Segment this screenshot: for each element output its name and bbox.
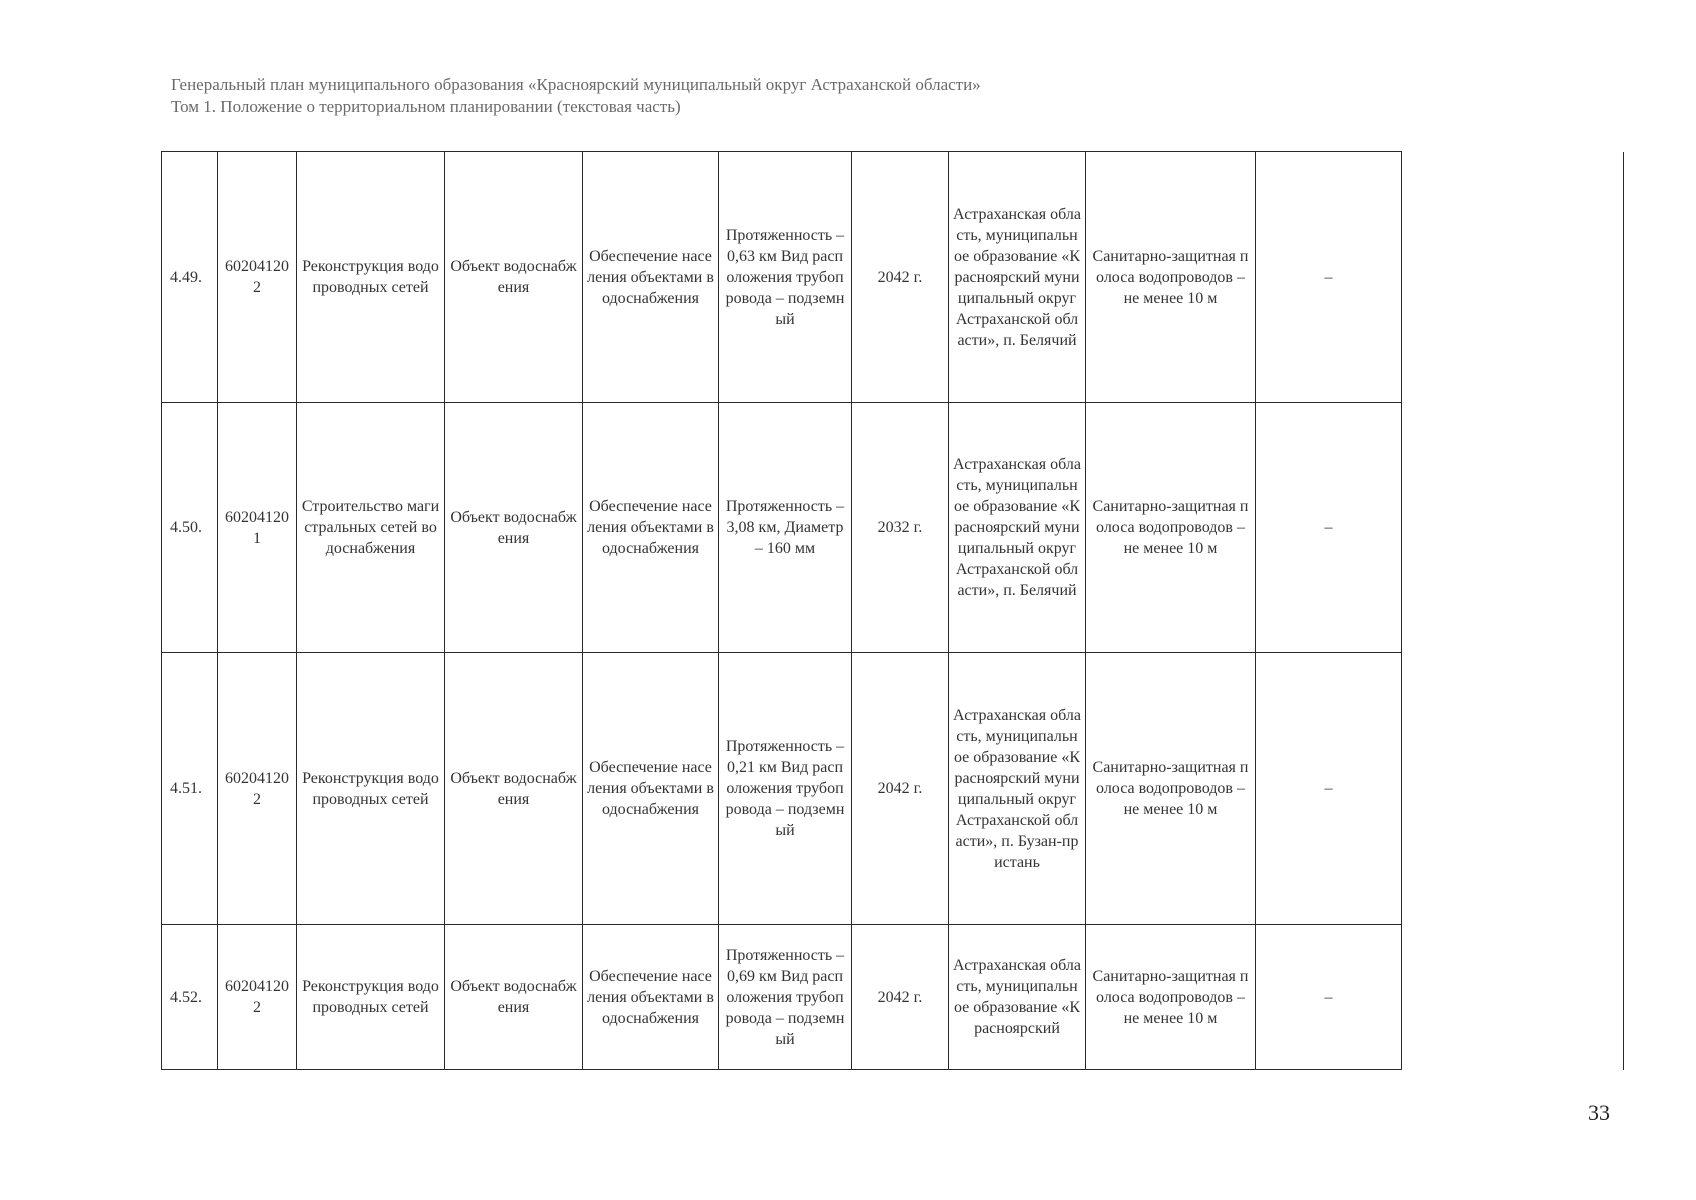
row-number: 4.51.: [162, 653, 218, 925]
object-location: Астраханская область, муниципальное образование «Красноярский муниципальный округ Астраханской области», п. Белячий: [949, 152, 1086, 403]
object-type: Объект водоснабжения: [445, 925, 583, 1070]
extra-info: –: [1256, 403, 1402, 653]
extra-info: –: [1256, 152, 1402, 403]
page-number: 33: [1588, 1100, 1610, 1125]
blank-margin-cell: [1402, 152, 1624, 1070]
table-row: [162, 152, 1624, 403]
row-number: 4.50.: [162, 403, 218, 653]
protection-zone: Санитарно-защитная полоса водопроводов – не менее 10 м: [1086, 653, 1256, 925]
object-location: Астраханская область, муниципальное образование «Красноярский муниципальный округ Астраханской области», п. Белячий: [949, 403, 1086, 653]
object-deadline: 2032 г.: [852, 403, 949, 653]
object-characteristics: Протяженность – 0,63 км Вид расположения трубопровода – подземный: [719, 152, 852, 403]
object-name: Реконструкция водопроводных сетей: [297, 653, 445, 925]
object-name: Реконструкция водопроводных сетей: [297, 925, 445, 1070]
object-purpose: Обеспечение населения объектами водоснабжения: [583, 152, 719, 403]
extra-info: –: [1256, 653, 1402, 925]
object-deadline: 2042 г.: [852, 152, 949, 403]
object-location: Астраханская область, муниципальное образование «Красноярский муниципальный округ Астраханской области», п. Бузан-пристань: [949, 653, 1086, 925]
object-characteristics: Протяженность – 0,69 км Вид расположения трубопровода – подземный: [719, 925, 852, 1070]
object-location: Астраханская область, муниципальное образование «Красноярский: [949, 925, 1086, 1070]
object-name: Реконструкция водопроводных сетей: [297, 152, 445, 403]
protection-zone: Санитарно-защитная полоса водопроводов – не менее 10 м: [1086, 152, 1256, 403]
running-header: [171, 74, 981, 118]
header-volume: Том 1. Положение о территориальном планировании (текстовая часть): [171, 97, 681, 116]
object-purpose: Обеспечение населения объектами водоснабжения: [583, 653, 719, 925]
planning-objects-table: [161, 151, 1624, 1070]
object-name: Строительство магистральных сетей водоснабжения: [297, 403, 445, 653]
object-deadline: 2042 г.: [852, 653, 949, 925]
protection-zone: Санитарно-защитная полоса водопроводов – не менее 10 м: [1086, 925, 1256, 1070]
protection-zone: Санитарно-защитная полоса водопроводов – не менее 10 м: [1086, 403, 1256, 653]
row-number: 4.52.: [162, 925, 218, 1070]
object-type: Объект водоснабжения: [445, 152, 583, 403]
header-title: Генеральный план муниципального образования «Красноярский муниципальный округ Астраханской области»: [171, 75, 981, 94]
object-characteristics: Протяженность – 3,08 км, Диаметр – 160 мм: [719, 403, 852, 653]
object-characteristics: Протяженность – 0,21 км Вид расположения трубопровода – подземный: [719, 653, 852, 925]
object-deadline: 2042 г.: [852, 925, 949, 1070]
object-purpose: Обеспечение населения объектами водоснабжения: [583, 403, 719, 653]
object-code: 602041202: [218, 925, 297, 1070]
object-type: Объект водоснабжения: [445, 653, 583, 925]
object-code: 602041202: [218, 152, 297, 403]
object-code: 602041201: [218, 403, 297, 653]
object-type: Объект водоснабжения: [445, 403, 583, 653]
row-number: 4.49.: [162, 152, 218, 403]
object-purpose: Обеспечение населения объектами водоснабжения: [583, 925, 719, 1070]
extra-info: –: [1256, 925, 1402, 1070]
object-code: 602041202: [218, 653, 297, 925]
